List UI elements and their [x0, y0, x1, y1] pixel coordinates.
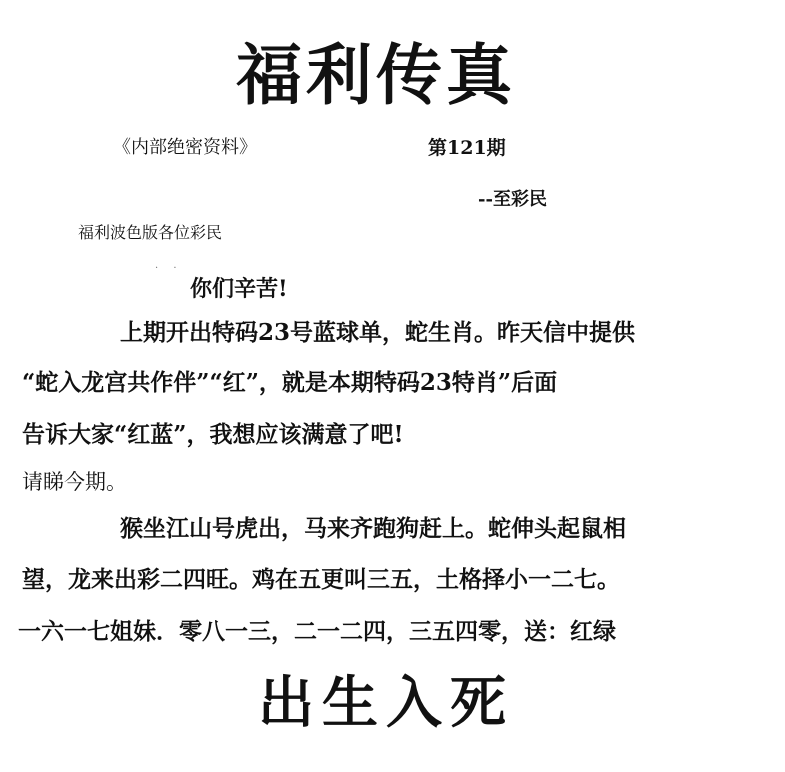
document-title: 福利传真	[236, 36, 516, 114]
body-line-3: 告诉大家“红蓝”，我想应该满意了吧!	[22, 421, 404, 448]
greeting-line: 福利波色版各位彩民	[78, 223, 223, 242]
body-line-4: 请睇今期。	[22, 470, 127, 494]
footer-slogan: 出生入死	[258, 670, 514, 736]
scan-speck: · ·	[155, 263, 183, 274]
body-line-6: 望，龙来出彩二四旺。鸡在五更叫三五，土格择小一二七。	[22, 566, 620, 593]
salutation: 你们辛苦!	[190, 276, 288, 302]
document-subtitle: 《内部绝密资料》	[113, 137, 257, 158]
issue-number: 第121期	[428, 137, 506, 159]
body-line-5: 猴坐江山号虎出，马来齐跑狗赶上。蛇伸头起鼠相	[120, 515, 626, 542]
body-line-1: 上期开出特码23号蓝球单，蛇生肖。昨天信中提供	[120, 319, 636, 346]
body-line-2: “蛇入龙宫共作伴”“红”，就是本期特码23特肖”后面	[22, 369, 558, 396]
body-line-7: 一六一七姐妹．零八一三，二一二四，三五四零，送：红绿	[18, 618, 616, 645]
author-line: --至彩民	[478, 189, 547, 210]
